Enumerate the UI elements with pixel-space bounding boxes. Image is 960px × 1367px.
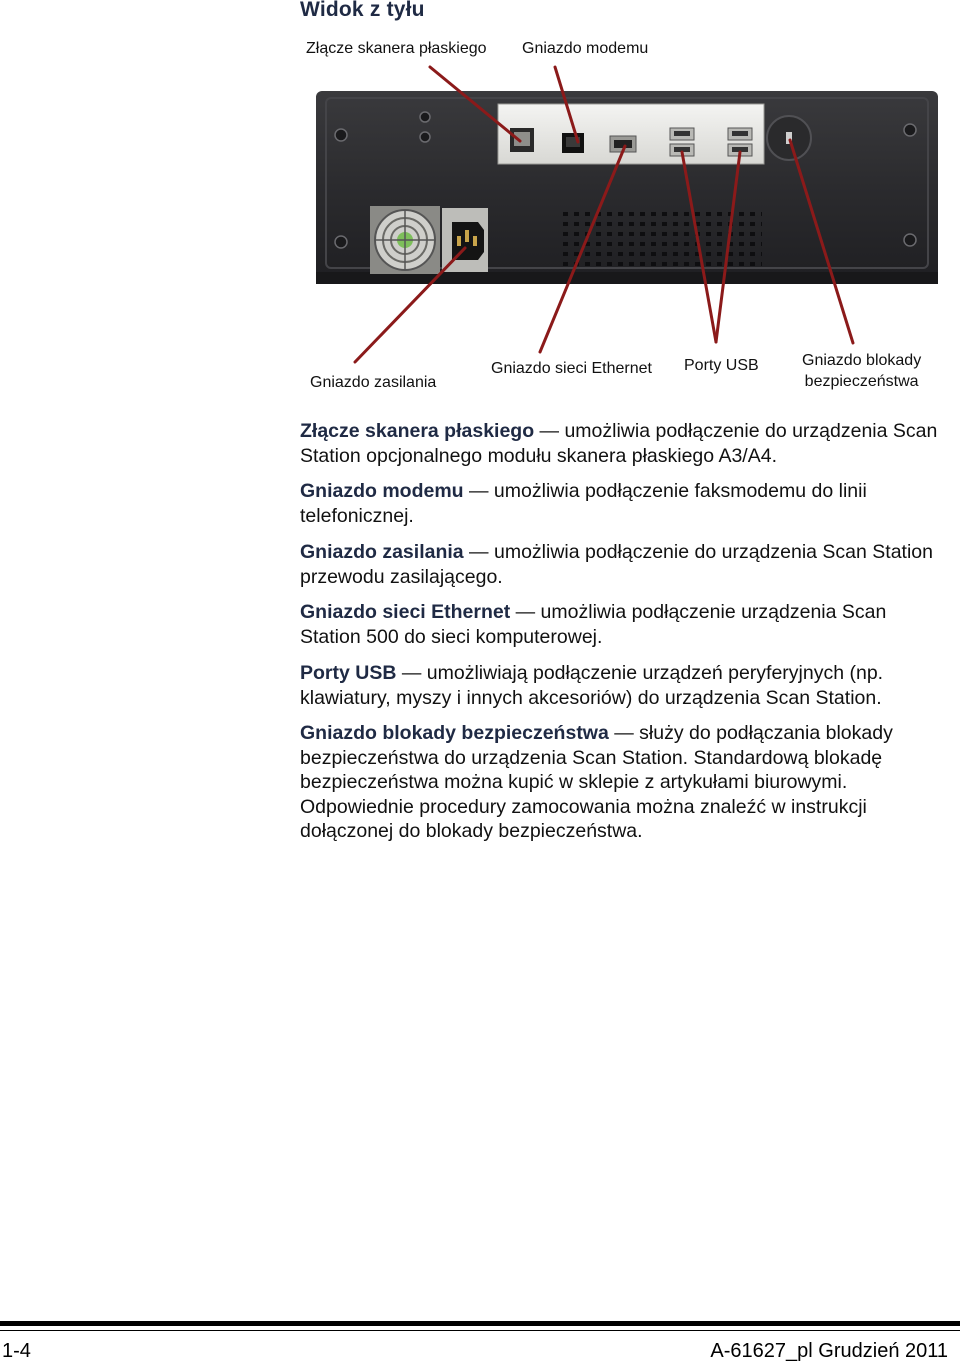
footer-rule: [0, 1321, 960, 1326]
description-usb-ports: [300, 661, 945, 710]
description-text: — umożliwiają podłączenie urządzeń peryferyjnych (np. klawiatury, myszy i innych akcesoriów) do urządzenia Scan Station.: [300, 662, 884, 709]
description-ethernet-port: [300, 600, 945, 649]
description-text: — umożliwia podłączenie do urządzenia Scan Station opcjonalnego modułu skanera płaskiego A3/A4.: [300, 420, 938, 467]
callout-power-socket: Gniazdo zasilania: [310, 374, 437, 391]
callout-usb-ports: Porty USB: [684, 357, 759, 374]
description-flatbed-connector: [300, 419, 945, 468]
description-term: Porty USB: [300, 662, 397, 684]
footer-rule-thin: [0, 1330, 960, 1331]
description-term: Gniazdo zasilania: [300, 541, 464, 563]
callout-security-lock: [802, 350, 921, 392]
description-modem-port: [300, 479, 945, 528]
section-title: Widok z tyłu: [300, 0, 425, 21]
description-power-socket: [300, 540, 945, 589]
callout-security-lock-line1: Gniazdo blokady: [802, 352, 922, 369]
description-security-lock: [300, 721, 945, 844]
flatbed-connector-icon: [510, 128, 534, 152]
page-number: 1-4: [2, 1340, 31, 1362]
callout-security-lock-line2: bezpieczeństwa: [804, 373, 919, 390]
callout-ethernet-port: Gniazdo sieci Ethernet: [491, 360, 652, 377]
port-plate: [498, 104, 764, 164]
description-term: Gniazdo modemu: [300, 480, 464, 502]
modem-port-icon: [562, 133, 584, 153]
fan-icon: [370, 206, 440, 274]
description-term: Gniazdo sieci Ethernet: [300, 601, 511, 623]
description-term: Złącze skanera płaskiego: [300, 420, 535, 442]
power-socket-icon: [442, 208, 488, 272]
description-term: Gniazdo blokady bezpieczeństwa: [300, 722, 609, 744]
rear-view-diagram: [0, 60, 960, 400]
description-text: — umożliwia podłączenie do urządzenia Scan Station przewodu zasilającego.: [300, 541, 933, 588]
description-text: — umożliwia podłączenie urządzenia Scan Station 500 do sieci komputerowej.: [300, 601, 887, 648]
security-lock-slot-icon: [767, 116, 811, 160]
description-text: — służy do podłączania blokady bezpieczeństwa do urządzenia Scan Station. Standardową blokadę bezpieczeństwa można kupić w sklepie z artykułami biurowymi. Odpowiednie procedury zamocowania można znaleźć w instrukcji dołączonej do blokady bezpieczeństwa.: [300, 722, 893, 842]
callout-flatbed-connector: Złącze skanera płaskiego: [306, 40, 487, 57]
description-text: — umożliwia podłączenie faksmodemu do linii telefonicznej.: [300, 480, 867, 527]
document-id: A-61627_pl Grudzień 2011: [710, 1340, 948, 1362]
callout-modem-port: Gniazdo modemu: [522, 40, 649, 57]
